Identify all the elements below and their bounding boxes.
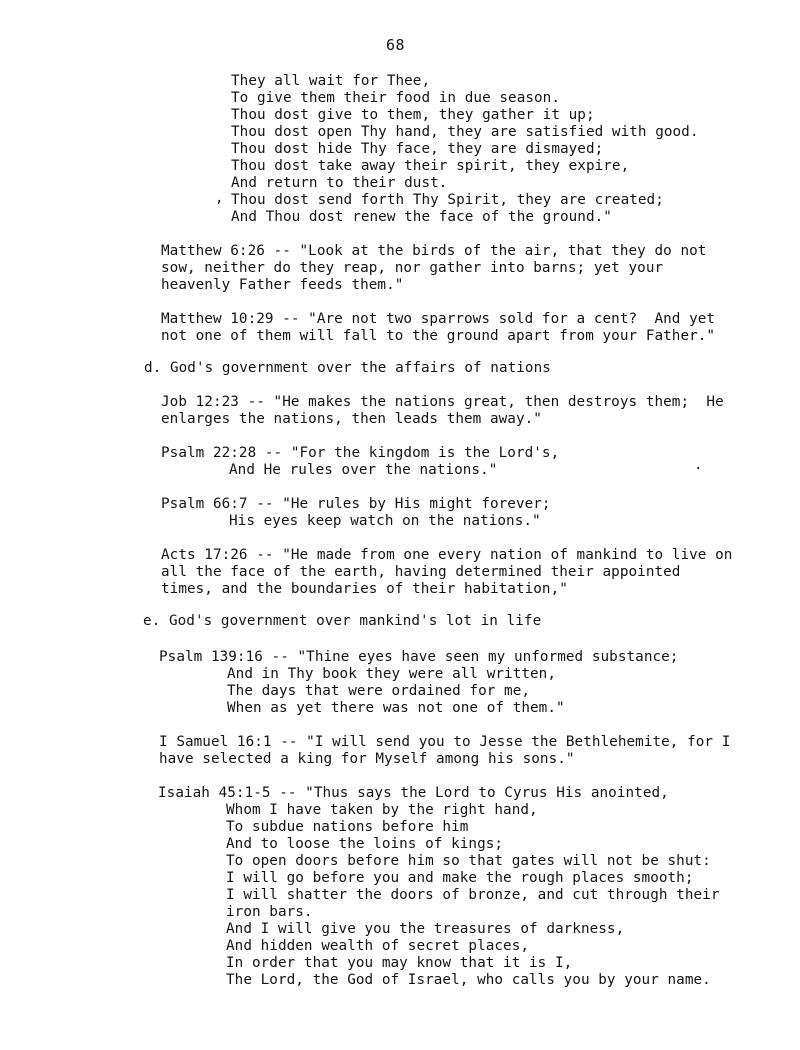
quote-line: Thou dost open Thy hand, they are satisfied with good. <box>231 124 699 140</box>
quote-line: They all wait for Thee, <box>231 73 431 89</box>
citation-line: Isaiah 45:1-5 -- "Thus says the Lord to Cyrus His anointed, <box>158 785 669 801</box>
citation-line: And in Thy book they were all written, <box>227 666 556 682</box>
citation-line: have selected a king for Myself among his sons." <box>159 751 575 767</box>
citation-line: all the face of the earth, having determined their appointed <box>161 564 681 580</box>
citation-line: I Samuel 16:1 -- "I will send you to Jesse the Bethlehemite, for I <box>159 734 731 750</box>
quote-line: To give them their food in due season. <box>231 90 560 106</box>
citation-line: times, and the boundaries of their habitation," <box>161 581 568 597</box>
citation-line: To subdue nations before him <box>226 819 469 835</box>
quote-line: And Thou dost renew the face of the ground." <box>231 209 612 225</box>
citation-line: To open doors before him so that gates will not be shut: <box>226 853 711 869</box>
citation-line: And I will give you the treasures of darkness, <box>226 921 625 937</box>
citation-line: In order that you may know that it is I, <box>226 955 573 971</box>
quote-line: Thou dost take away their spirit, they expire, <box>231 158 630 174</box>
pencil-tick-mark: ‚ <box>215 190 224 206</box>
citation-line: His eyes keep watch on the nations." <box>229 513 541 529</box>
citation-line: heavenly Father feeds them." <box>161 277 404 293</box>
citation-line: not one of them will fall to the ground apart from your Father." <box>161 328 716 344</box>
citation-line: Job 12:23 -- "He makes the nations great, then destroys them; He <box>161 394 724 410</box>
section-heading-e: e. God's government over mankind's lot in life <box>143 613 542 629</box>
section-heading-d: d. God's government over the affairs of nations <box>144 360 551 376</box>
citation-line: The days that were ordained for me, <box>227 683 531 699</box>
citation-line: The Lord, the God of Israel, who calls you by your name. <box>226 972 711 988</box>
citation-line: Matthew 10:29 -- "Are not two sparrows sold for a cent? And yet <box>161 311 716 327</box>
citation-line: enlarges the nations, then leads them away." <box>161 411 542 427</box>
citation-line: iron bars. <box>226 904 313 920</box>
citation-line: I will shatter the doors of bronze, and cut through their <box>226 887 720 903</box>
citation-line: Psalm 66:7 -- "He rules by His might forever; <box>161 496 551 512</box>
citation-line: When as yet there was not one of them." <box>227 700 565 716</box>
citation-line: Whom I have taken by the right hand, <box>226 802 538 818</box>
citation-line: Matthew 6:26 -- "Look at the birds of the air, that they do not <box>161 243 707 259</box>
citation-line: And to loose the loins of kings; <box>226 836 504 852</box>
citation-line: Psalm 139:16 -- "Thine eyes have seen my unformed substance; <box>159 649 679 665</box>
citation-line: Acts 17:26 -- "He made from one every nation of mankind to live on <box>161 547 733 563</box>
citation-line: I will go before you and make the rough places smooth; <box>226 870 694 886</box>
quote-line: Thou dost hide Thy face, they are dismayed; <box>231 141 604 157</box>
quote-line: Thou dost give to them, they gather it up; <box>231 107 595 123</box>
citation-line: sow, neither do they reap, nor gather into barns; yet your <box>161 260 664 276</box>
citation-line: Psalm 22:28 -- "For the kingdom is the Lord's, <box>161 445 560 461</box>
citation-line: And hidden wealth of secret places, <box>226 938 530 954</box>
citation-line: And He rules over the nations." <box>229 462 498 478</box>
stray-mark: · <box>694 461 703 477</box>
page-number: 68 <box>386 36 406 54</box>
quote-line: And return to their dust. <box>231 175 448 191</box>
quote-line: Thou dost send forth Thy Spirit, they are created; <box>231 192 664 208</box>
